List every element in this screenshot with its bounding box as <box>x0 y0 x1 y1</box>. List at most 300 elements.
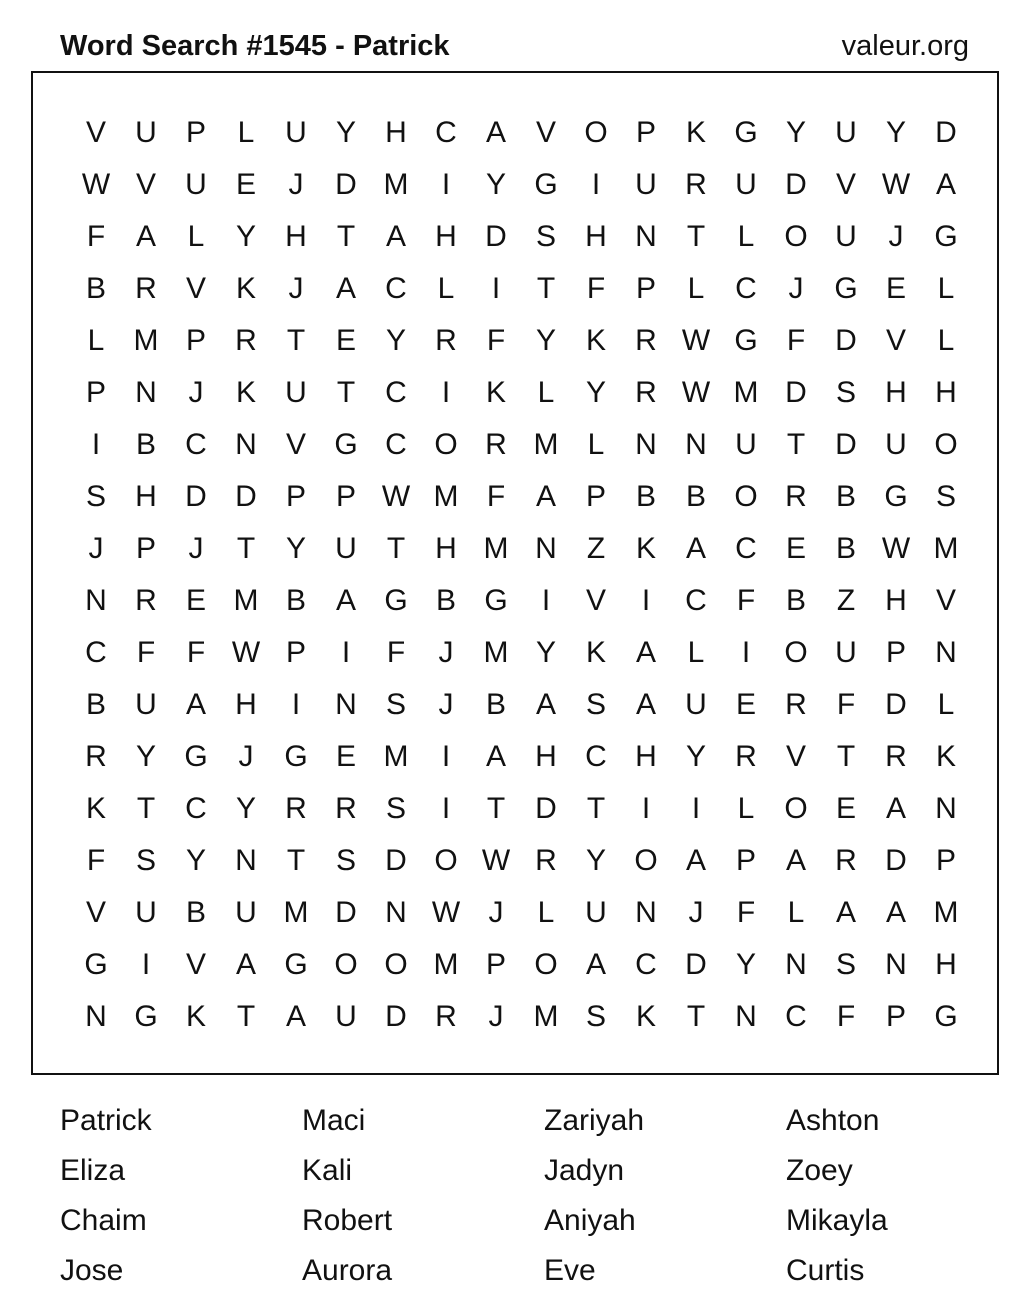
word-list-item: Jose <box>60 1254 124 1287</box>
grid-cell: S <box>135 844 156 877</box>
word-list-item: Ashton <box>786 1104 880 1137</box>
grid-cell: G <box>934 220 958 253</box>
grid-cell: R <box>635 324 657 357</box>
word-list-item: Curtis <box>786 1254 865 1287</box>
grid-cell: K <box>235 376 256 409</box>
grid-cell: Y <box>235 220 256 253</box>
grid-cell: E <box>835 792 856 825</box>
grid-cell: R <box>135 272 157 305</box>
grid-cell: G <box>734 116 758 149</box>
grid-cell: G <box>484 584 508 617</box>
grid-cell: Z <box>586 532 606 565</box>
grid-cell: H <box>885 376 907 409</box>
grid-cell: O <box>334 948 358 981</box>
grid-cell: A <box>485 116 506 149</box>
grid-cell: P <box>185 116 206 149</box>
word-list-item: Aurora <box>302 1254 393 1287</box>
grid-cell: D <box>785 168 807 201</box>
grid-cell: L <box>537 896 555 929</box>
grid-cell: P <box>585 480 606 513</box>
grid-cell: S <box>85 480 106 513</box>
grid-cell: R <box>835 844 857 877</box>
grid-cell: C <box>185 792 207 825</box>
word-list-item: Maci <box>302 1104 366 1137</box>
grid-cell: I <box>291 688 301 721</box>
grid-cell: N <box>735 1000 757 1033</box>
grid-cell: J <box>88 532 104 565</box>
grid-cell: C <box>185 428 207 461</box>
grid-cell: H <box>385 116 407 149</box>
grid-cell: Y <box>685 740 706 773</box>
grid-cell: A <box>335 584 356 617</box>
grid-cell: A <box>335 272 356 305</box>
grid-cell: M <box>483 636 509 669</box>
grid-cell: V <box>185 948 206 981</box>
grid-cell: B <box>435 584 456 617</box>
grid-cell: G <box>384 584 408 617</box>
grid-cell: G <box>84 948 108 981</box>
grid-cell: R <box>485 428 507 461</box>
grid-cell: K <box>685 116 706 149</box>
grid-cell: V <box>85 896 106 929</box>
grid-cell: R <box>735 740 757 773</box>
grid-cell: B <box>135 428 156 461</box>
grid-cell: M <box>433 480 459 513</box>
grid-cell: E <box>885 272 906 305</box>
grid-cell: R <box>885 740 907 773</box>
grid-cell: L <box>737 220 755 253</box>
grid-cell: U <box>835 116 857 149</box>
grid-cell: S <box>935 480 956 513</box>
grid-cell: H <box>635 740 657 773</box>
grid-cell: S <box>585 1000 606 1033</box>
grid-cell: U <box>685 688 707 721</box>
grid-cell: A <box>135 220 156 253</box>
grid-cell: R <box>435 324 457 357</box>
grid-cell: S <box>385 688 406 721</box>
grid-cell: B <box>85 272 106 305</box>
grid-cell: B <box>185 896 206 929</box>
grid-cell: N <box>785 948 807 981</box>
grid-cell: Y <box>185 844 206 877</box>
grid-cell: D <box>385 1000 407 1033</box>
grid-cell: I <box>441 376 451 409</box>
grid-cell: P <box>85 376 106 409</box>
grid-cell: H <box>285 220 307 253</box>
grid-cell: C <box>785 1000 807 1033</box>
grid-cell: V <box>135 168 156 201</box>
grid-cell: A <box>785 844 806 877</box>
grid-cell: G <box>284 948 308 981</box>
grid-cell: A <box>835 896 856 929</box>
page-title: Word Search #1545 - Patrick <box>60 30 450 62</box>
grid-cell: J <box>788 272 804 305</box>
grid-cell: S <box>385 792 406 825</box>
grid-cell: R <box>335 792 357 825</box>
grid-cell: J <box>288 272 304 305</box>
grid-cell: L <box>537 376 555 409</box>
grid-cell: K <box>585 324 606 357</box>
grid-cell: I <box>441 740 451 773</box>
grid-cell: J <box>288 168 304 201</box>
grid-cell: N <box>85 1000 107 1033</box>
grid-cell: F <box>586 272 606 305</box>
grid-cell: W <box>431 896 461 929</box>
grid-cell: U <box>335 532 357 565</box>
grid-cell: T <box>336 376 356 409</box>
grid-cell: B <box>685 480 706 513</box>
grid-cell: P <box>885 636 906 669</box>
word-list-item: Patrick <box>60 1104 152 1137</box>
grid-cell: V <box>535 116 556 149</box>
grid-cell: K <box>585 636 606 669</box>
grid-cell: D <box>535 792 557 825</box>
grid-cell: M <box>483 532 509 565</box>
grid-cell: Y <box>335 116 356 149</box>
grid-cell: A <box>535 688 556 721</box>
grid-cell: P <box>635 272 656 305</box>
word-list <box>60 1096 1028 1296</box>
grid-cell: J <box>238 740 254 773</box>
grid-cell: U <box>585 896 607 929</box>
grid-cell: D <box>185 480 207 513</box>
grid-cell: M <box>383 168 409 201</box>
grid-cell: B <box>835 480 856 513</box>
word-list-item: Zariyah <box>544 1104 645 1137</box>
grid-cell: E <box>785 532 806 565</box>
grid-cell: E <box>235 168 256 201</box>
word-list-item: Kali <box>302 1154 353 1187</box>
grid-cell: L <box>687 272 705 305</box>
grid-cell: O <box>434 428 458 461</box>
grid-cell: U <box>835 220 857 253</box>
grid-cell: Y <box>535 324 556 357</box>
grid-cell: B <box>785 584 806 617</box>
grid-cell: N <box>635 428 657 461</box>
grid-cell: O <box>634 844 658 877</box>
grid-cell: C <box>435 116 457 149</box>
grid-cell: J <box>188 376 204 409</box>
grid-cell: D <box>685 948 707 981</box>
grid-cell: M <box>733 376 759 409</box>
grid-cell: T <box>686 1000 706 1033</box>
grid-cell: W <box>381 480 411 513</box>
grid-cell: D <box>835 428 857 461</box>
grid-cell: W <box>481 844 511 877</box>
grid-cell: P <box>885 1000 906 1033</box>
word-list-item: Eve <box>544 1254 596 1287</box>
grid-cell: B <box>285 584 306 617</box>
grid-cell: G <box>134 1000 158 1033</box>
grid-cell: T <box>336 220 356 253</box>
grid-cell: H <box>585 220 607 253</box>
grid-cell: Y <box>285 532 306 565</box>
grid-cell: C <box>735 272 757 305</box>
grid-cell: Y <box>235 792 256 825</box>
grid-cell: V <box>285 428 306 461</box>
grid-cell: A <box>685 844 706 877</box>
grid-cell: A <box>885 896 906 929</box>
grid-cell: O <box>784 636 808 669</box>
grid-cell: L <box>237 116 255 149</box>
grid-cell: O <box>584 116 608 149</box>
grid-cell: T <box>236 1000 256 1033</box>
grid-cell: C <box>685 584 707 617</box>
grid-cell: Y <box>385 324 406 357</box>
grid-cell: V <box>935 584 956 617</box>
grid-cell: I <box>541 584 551 617</box>
grid-cell: E <box>735 688 756 721</box>
grid-cell: T <box>486 792 506 825</box>
grid-cell: U <box>135 896 157 929</box>
grid-cell: C <box>735 532 757 565</box>
word-list-item: Mikayla <box>786 1204 888 1237</box>
grid-cell: G <box>834 272 858 305</box>
grid-cell: I <box>741 636 751 669</box>
grid-cell: A <box>885 792 906 825</box>
grid-cell: R <box>635 376 657 409</box>
grid-cell: V <box>835 168 856 201</box>
letter-grid <box>71 107 971 1043</box>
grid-cell: O <box>734 480 758 513</box>
grid-cell: N <box>935 636 957 669</box>
grid-cell: O <box>934 428 958 461</box>
grid-cell: Y <box>735 948 756 981</box>
grid-cell: T <box>586 792 606 825</box>
site-name: valeur.org <box>841 30 969 62</box>
grid-cell: A <box>485 740 506 773</box>
grid-cell: F <box>486 480 506 513</box>
grid-cell: N <box>135 376 157 409</box>
grid-cell: F <box>386 636 406 669</box>
grid-cell: D <box>335 896 357 929</box>
grid-cell: D <box>485 220 507 253</box>
grid-cell: Y <box>585 376 606 409</box>
grid-cell: W <box>81 168 111 201</box>
grid-cell: F <box>736 896 756 929</box>
grid-cell: U <box>835 636 857 669</box>
grid-cell: H <box>935 948 957 981</box>
grid-cell: O <box>784 220 808 253</box>
grid-cell: S <box>835 948 856 981</box>
grid-cell: N <box>635 220 657 253</box>
grid-cell: D <box>385 844 407 877</box>
grid-cell: T <box>836 740 856 773</box>
grid-cell: R <box>85 740 107 773</box>
grid-cell: I <box>641 792 651 825</box>
grid-cell: F <box>86 220 106 253</box>
word-list-item: Chaim <box>60 1204 147 1237</box>
grid-cell: S <box>335 844 356 877</box>
grid-cell: E <box>335 740 356 773</box>
grid-cell: C <box>385 376 407 409</box>
grid-cell: I <box>591 168 601 201</box>
grid-cell: F <box>786 324 806 357</box>
grid-cell: M <box>133 324 159 357</box>
grid-cell: S <box>535 220 556 253</box>
grid-cell: A <box>535 480 556 513</box>
grid-cell: T <box>386 532 406 565</box>
grid-cell: V <box>185 272 206 305</box>
grid-cell: C <box>635 948 657 981</box>
grid-cell: V <box>585 584 606 617</box>
grid-cell: I <box>341 636 351 669</box>
grid-cell: N <box>885 948 907 981</box>
grid-cell: J <box>488 1000 504 1033</box>
grid-cell: T <box>786 428 806 461</box>
grid-cell: U <box>885 428 907 461</box>
word-list-item: Eliza <box>60 1154 126 1187</box>
grid-cell: L <box>587 428 605 461</box>
grid-cell: P <box>485 948 506 981</box>
grid-cell: L <box>87 324 105 357</box>
grid-cell: U <box>285 376 307 409</box>
grid-cell: R <box>285 792 307 825</box>
grid-cell: K <box>935 740 956 773</box>
grid-cell: P <box>335 480 356 513</box>
grid-cell: H <box>235 688 257 721</box>
grid-cell: V <box>85 116 106 149</box>
grid-cell: A <box>185 688 206 721</box>
grid-cell: S <box>835 376 856 409</box>
grid-cell: R <box>785 688 807 721</box>
puzzle-box <box>31 71 999 1075</box>
grid-cell: A <box>635 636 656 669</box>
grid-cell: I <box>491 272 501 305</box>
grid-cell: T <box>236 532 256 565</box>
grid-cell: U <box>735 168 757 201</box>
grid-cell: W <box>681 376 711 409</box>
grid-cell: P <box>735 844 756 877</box>
grid-cell: O <box>434 844 458 877</box>
grid-cell: L <box>187 220 205 253</box>
word-list-item: Aniyah <box>544 1204 636 1237</box>
grid-cell: M <box>283 896 309 929</box>
grid-cell: F <box>136 636 156 669</box>
grid-cell: R <box>785 480 807 513</box>
grid-cell: U <box>235 896 257 929</box>
grid-cell: G <box>534 168 558 201</box>
grid-cell: I <box>91 428 101 461</box>
grid-cell: A <box>635 688 656 721</box>
grid-cell: F <box>736 584 756 617</box>
grid-cell: V <box>885 324 906 357</box>
grid-cell: N <box>85 584 107 617</box>
grid-cell: H <box>885 584 907 617</box>
grid-cell: M <box>933 896 959 929</box>
grid-cell: J <box>438 636 454 669</box>
grid-cell: Z <box>836 584 856 617</box>
grid-cell: R <box>235 324 257 357</box>
grid-cell: U <box>135 116 157 149</box>
grid-cell: U <box>635 168 657 201</box>
grid-cell: M <box>533 428 559 461</box>
grid-cell: L <box>687 636 705 669</box>
grid-cell: U <box>135 688 157 721</box>
grid-cell: L <box>437 272 455 305</box>
grid-cell: L <box>737 792 755 825</box>
grid-cell: F <box>486 324 506 357</box>
grid-cell: N <box>635 896 657 929</box>
grid-cell: D <box>335 168 357 201</box>
grid-cell: H <box>535 740 557 773</box>
grid-cell: R <box>135 584 157 617</box>
grid-cell: T <box>686 220 706 253</box>
grid-cell: M <box>533 1000 559 1033</box>
grid-cell: I <box>441 792 451 825</box>
grid-cell: Y <box>885 116 906 149</box>
grid-cell: O <box>384 948 408 981</box>
grid-cell: A <box>935 168 956 201</box>
grid-cell: U <box>185 168 207 201</box>
grid-cell: Y <box>485 168 506 201</box>
grid-cell: O <box>784 792 808 825</box>
grid-cell: G <box>334 428 358 461</box>
grid-cell: H <box>435 532 457 565</box>
grid-cell: J <box>888 220 904 253</box>
grid-cell: P <box>185 324 206 357</box>
grid-cell: A <box>235 948 256 981</box>
grid-cell: N <box>935 792 957 825</box>
grid-cell: D <box>885 844 907 877</box>
grid-cell: F <box>836 1000 856 1033</box>
grid-cell: J <box>438 688 454 721</box>
grid-cell: G <box>734 324 758 357</box>
grid-cell: B <box>485 688 506 721</box>
grid-cell: J <box>688 896 704 929</box>
grid-cell: N <box>235 428 257 461</box>
grid-cell: W <box>681 324 711 357</box>
grid-cell: P <box>285 636 306 669</box>
grid-cell: D <box>235 480 257 513</box>
grid-cell: P <box>135 532 156 565</box>
grid-cell: Y <box>535 636 556 669</box>
grid-cell: U <box>735 428 757 461</box>
grid-cell: L <box>937 688 955 721</box>
grid-cell: T <box>286 844 306 877</box>
grid-cell: B <box>835 532 856 565</box>
grid-cell: A <box>685 532 706 565</box>
grid-cell: K <box>635 1000 656 1033</box>
grid-cell: V <box>785 740 806 773</box>
grid-cell: H <box>935 376 957 409</box>
grid-cell: O <box>534 948 558 981</box>
grid-cell: K <box>235 272 256 305</box>
grid-cell: K <box>485 376 506 409</box>
grid-cell: G <box>284 740 308 773</box>
grid-cell: C <box>85 636 107 669</box>
grid-cell: M <box>383 740 409 773</box>
grid-cell: I <box>441 168 451 201</box>
grid-cell: B <box>85 688 106 721</box>
grid-cell: S <box>585 688 606 721</box>
grid-cell: I <box>641 584 651 617</box>
grid-cell: K <box>185 1000 206 1033</box>
word-list-item: Zoey <box>786 1154 853 1187</box>
grid-cell: D <box>785 376 807 409</box>
grid-cell: C <box>585 740 607 773</box>
grid-cell: I <box>141 948 151 981</box>
grid-cell: W <box>231 636 261 669</box>
grid-cell: Y <box>135 740 156 773</box>
grid-cell: N <box>685 428 707 461</box>
grid-cell: F <box>836 688 856 721</box>
word-list-item: Jadyn <box>544 1154 625 1187</box>
grid-cell: J <box>488 896 504 929</box>
grid-cell: D <box>885 688 907 721</box>
grid-cell: T <box>136 792 156 825</box>
grid-cell: C <box>385 272 407 305</box>
